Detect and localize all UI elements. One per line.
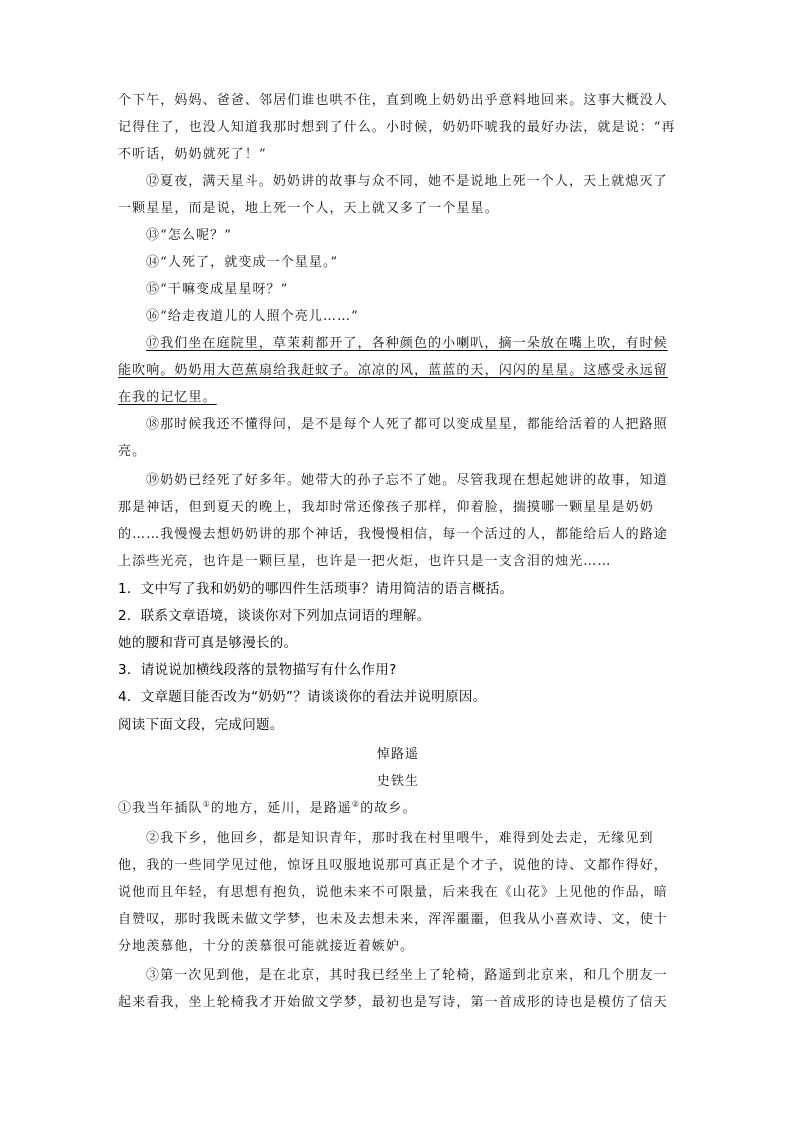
paragraph-16: ⑯“给走夜道儿的人照个亮儿……”	[146, 309, 359, 324]
underlined-paragraph-17-line: 能吹响。奶奶用大芭蕉扇给我赶蚊子。凉凉的风，蓝蓝的天，闪闪的星星。这感受永远留	[118, 363, 668, 378]
article-paragraph-3-line: 起来看我，坐上轮椅我才开始做文学梦，最初也是写诗，第一首成形的诗也是模仿了信天	[118, 995, 668, 1010]
article-paragraph-2-line: 说他而且年轻，有思想有抱负，说他未来不可限量，后来我在《山花》上见他的作品，暗	[118, 885, 668, 900]
question-3: 3．请说说加横线段落的景物描写有什么作用?	[118, 662, 397, 678]
question-2: 2．联系文章语境，谈谈你对下列加点词语的理解。	[118, 608, 431, 624]
footnote-marker-2: ②	[351, 799, 361, 809]
paragraph-15: ⑮“干嘛变成星星呀？”	[146, 282, 289, 297]
article-paragraph-2-line: ②我下乡，他回乡，都是知识青年，那时我在村里喂牛，难得到处去走，无缘见到	[146, 831, 654, 846]
question-4: 4．文章题目能否改为“奶奶”？请谈谈你的看法并说明原因。	[118, 689, 487, 705]
article-author: 史铁生	[376, 774, 420, 789]
article-paragraph-1: ①我当年插队①的地方，延川，是路遥②的故乡。	[118, 799, 417, 816]
footnote-marker-1: ①	[202, 799, 211, 809]
underlined-paragraph-17-line: 在我的记忆里。	[118, 390, 217, 405]
article-title: 悼路遥	[376, 747, 420, 762]
article-paragraph-2-line: 他，我的一些同学见过他，惊讶且叹服地说那可真正是个才子，说他的诗、文都作得好，	[118, 858, 668, 873]
paragraph-14: ⑭“人死了，就变成一个星星。”	[146, 255, 339, 270]
paragraph-19-line: ⑲奶奶已经死了好多年。她带大的孙子忘不了她。尽管我现在想起她讲的故事，知道	[146, 473, 668, 488]
paragraph-18-line: ⑱那时候我还不懂得问，是不是每个人死了都可以变成星星，都能给活着的人把路照	[146, 417, 668, 432]
underlined-paragraph-17-line: ⑰我们坐在庭院里，草茉莉都开了，各种颜色的小喇叭，摘一朵放在嘴上吹，有时候	[146, 336, 668, 351]
paragraph-12-line: 一颗星星，而是说，地上死一个人，天上就又多了一个星星。	[118, 201, 499, 216]
paragraph-12-line: ⑫夏夜，满天星斗。奶奶讲的故事与众不同，她不是说地上死一个人，天上就熄灭了	[146, 174, 668, 189]
paragraph-19-line: 上添些光亮，也许是一颗巨星，也许是一把火炬，也许只是一支含泪的烛光……	[118, 554, 612, 569]
paragraph-18-line: 亮。	[118, 444, 147, 459]
paragraph-13: ⑬“怎么呢？”	[146, 228, 232, 243]
reading-instruction: 阅读下面文段，完成问题。	[118, 717, 284, 733]
question-1: 1．文中写了我和奶奶的哪四件生活琐事？请用简洁的语言概括。	[118, 581, 514, 597]
article-paragraph-2-line: 分地羡慕他，十分的羡慕很可能就接近着嫉妒。	[118, 939, 415, 954]
article-paragraph-2-line: 自赞叹，那时我既未做文学梦，也未及去想未来，浑浑噩噩，但我从小喜欢诗、文，使十	[118, 912, 668, 927]
passage1-line: 不听话，奶奶就死了！”	[118, 147, 267, 162]
question-2-sentence: 她的腰和背可真是够漫长的。	[118, 635, 298, 651]
article-paragraph-3-line: ③第一次见到他，是在北京，其时我已经坐上了轮椅，路遥到北京来，和几个朋友一	[146, 968, 668, 983]
paragraph-19-line: 那是神话，但到夏天的晚上，我却时常还像孩子那样，仰着脸，揣摸哪一颗星星是奶奶	[118, 500, 654, 515]
passage1-line: 个下午，妈妈、爸爸、邻居们谁也哄不住，直到晚上奶奶出乎意料地回来。这事大概没人	[118, 93, 668, 108]
paragraph-19-line: 的……我慢慢去想奶奶讲的那个神话，我慢慢相信，每一个活过的人，都能给后人的路途	[118, 527, 668, 542]
passage1-line: 记得住了，也没人知道我那时想到了什么。小时候，奶奶吓唬我的最好办法，就是说：“再	[118, 120, 676, 135]
